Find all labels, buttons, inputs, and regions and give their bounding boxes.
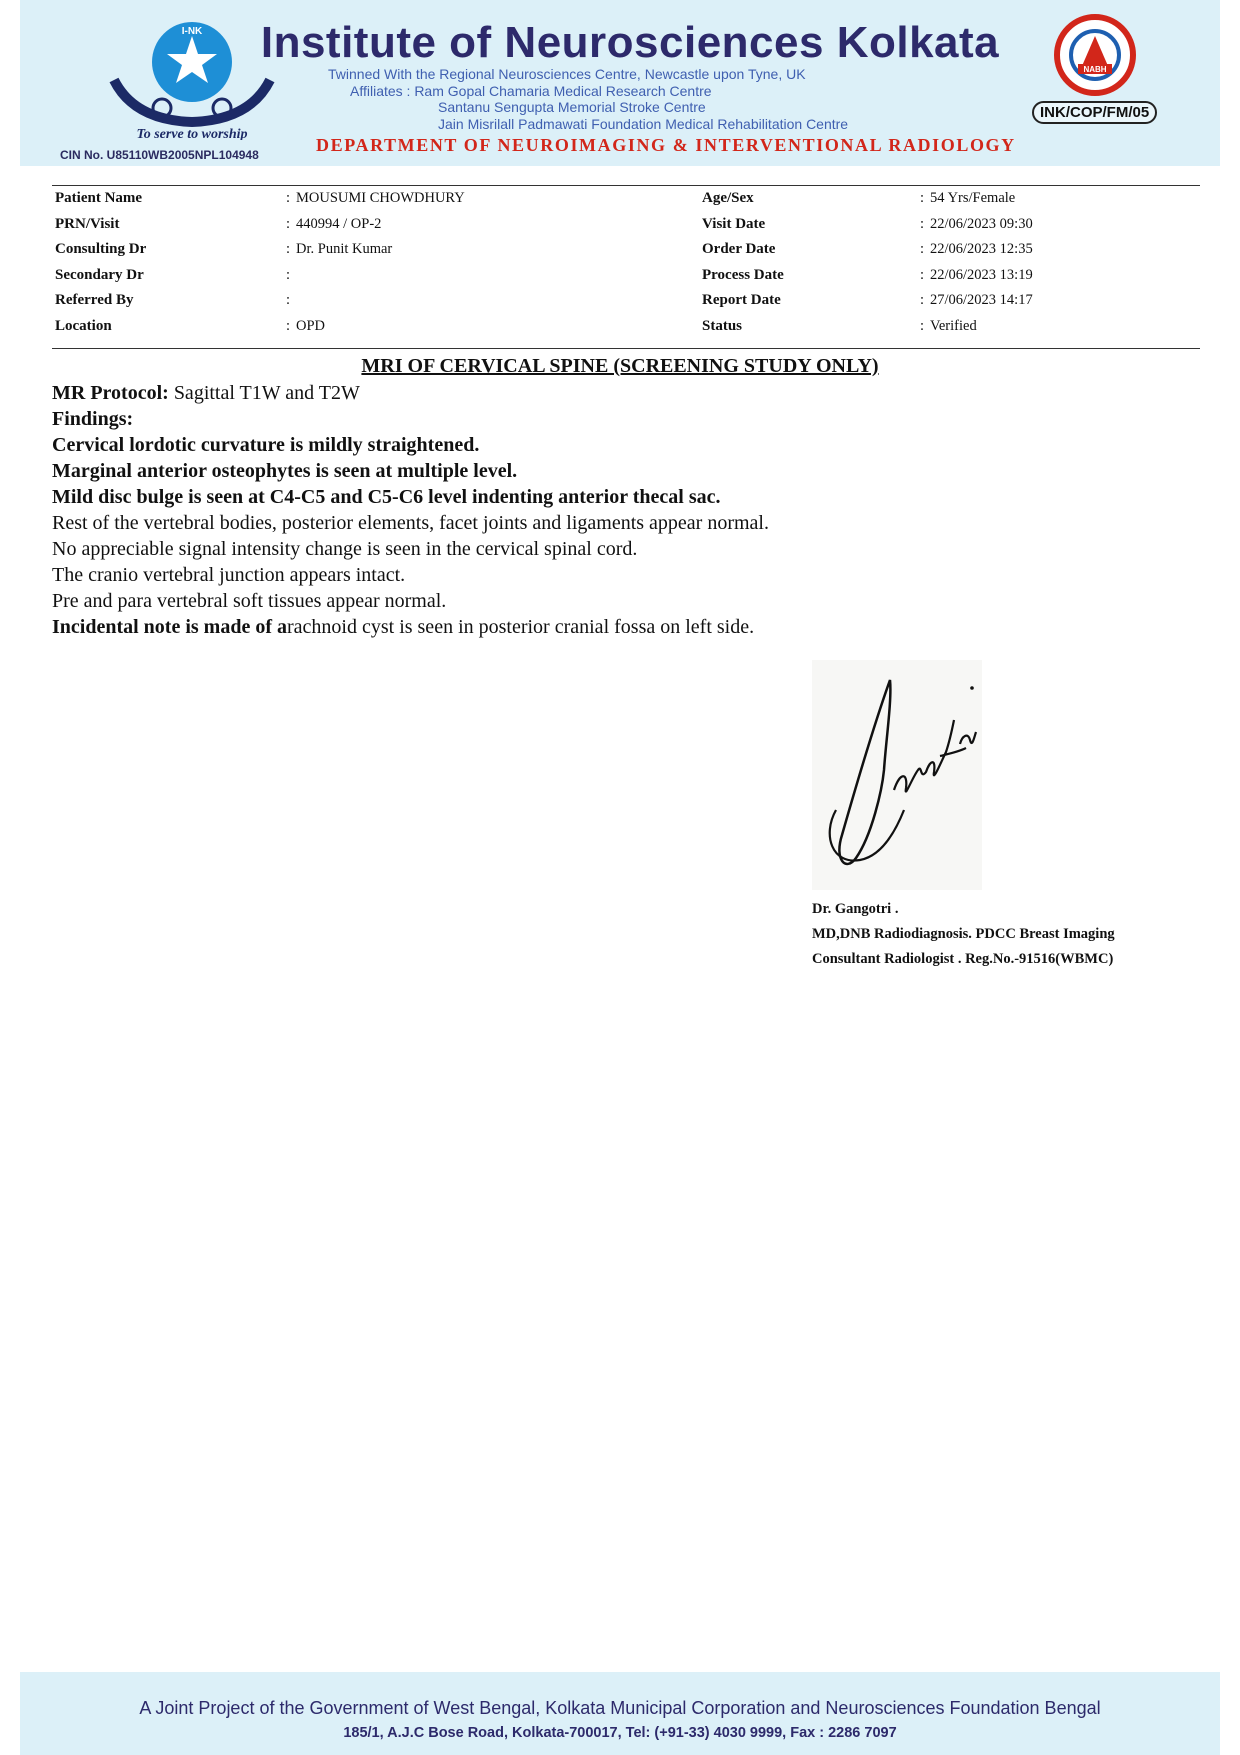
label-order-date: Order Date — [702, 241, 776, 257]
footer-address: 185/1, A.J.C Bose Road, Kolkata-700017, Tel: (+91-33) 4030 9999, Fax : 2286 7097 — [343, 1725, 897, 1741]
handwritten-signature — [812, 660, 982, 890]
value-location: OPD — [296, 317, 326, 334]
nabh-seal-icon — [1042, 14, 1148, 96]
incidental-text: rachnoid cyst is seen in posterior cranial fossa on left side. — [287, 616, 755, 638]
label-secondary-dr: Secondary Dr — [55, 266, 144, 283]
label-process-date: Process Date — [702, 266, 784, 283]
value-order-date: 22/06/2023 12:35 — [930, 241, 1033, 257]
info-row — [52, 190, 1200, 216]
footer-joint-project: A Joint Project of the Government of West Bengal, Kolkata Municipal Corporation and Neurosciences Foundation Bengal — [139, 1698, 1101, 1718]
colon: : — [286, 241, 291, 257]
colon: : — [920, 215, 925, 232]
label-prn-visit: PRN/Visit — [55, 215, 120, 232]
affiliate-line-2: Santanu Sengupta Memorial Stroke Centre — [438, 99, 706, 115]
value-consulting-dr: Dr. Punit Kumar — [296, 241, 393, 257]
colon: : — [286, 215, 291, 232]
cin-number: CIN No. U85110WB2005NPL104948 — [60, 148, 259, 162]
bottom-divider — [52, 348, 1200, 349]
finding-7: Pre and para vertebral soft tissues appear normal. — [52, 590, 447, 612]
ink-logo-motto: To serve to worship — [136, 127, 248, 140]
letterhead — [20, 0, 1220, 166]
finding-4: Rest of the vertebral bodies, posterior elements, facet joints and ligaments appear normal. — [52, 512, 769, 534]
finding-5: No appreciable signal intensity change is seen in the cervical spinal cord. — [52, 538, 638, 560]
incidental-line — [52, 614, 1192, 640]
colon: : — [920, 292, 925, 308]
department-name: DEPARTMENT OF NEUROIMAGING & INTERVENTIONAL RADIOLOGY — [316, 135, 1016, 155]
incidental-label: Incidental note is made of a — [52, 616, 287, 638]
finding-2: Marginal anterior osteophytes is seen at multiple level. — [52, 460, 518, 482]
value-patient-name: MOUSUMI CHOWDHURY — [296, 190, 465, 206]
ink-logo-label: I-NK — [181, 26, 203, 37]
label-report-date: Report Date — [702, 292, 781, 308]
signatory-block — [812, 897, 1115, 972]
info-row — [52, 318, 1200, 344]
label-referred-by: Referred By — [55, 292, 134, 308]
colon: : — [920, 190, 925, 206]
colon: : — [286, 190, 291, 206]
footer — [20, 1672, 1220, 1755]
institute-title: Institute of Neurosciences Kolkata — [260, 18, 1000, 67]
affiliations — [328, 66, 848, 132]
signatory-qualification: MD,DNB Radiodiagnosis. PDCC Breast Imaging — [812, 926, 1115, 942]
value-visit-date: 22/06/2023 09:30 — [930, 215, 1033, 232]
colon: : — [286, 292, 291, 308]
signatory-name: Dr. Gangotri . — [812, 901, 899, 917]
label-location: Location — [55, 317, 112, 334]
label-visit-date: Visit Date — [702, 215, 766, 232]
nabh-label: NABH — [1083, 65, 1107, 74]
finding-6: The cranio vertebral junction appears intact. — [52, 564, 406, 586]
colon: : — [286, 266, 291, 283]
label-status: Status — [702, 317, 743, 334]
colon: : — [920, 266, 925, 283]
info-row — [52, 292, 1200, 318]
signatory-designation: Consultant Radiologist . Reg.No.-91516(WBMC) — [812, 951, 1114, 967]
value-age-sex: 54 Yrs/Female — [930, 190, 1016, 206]
findings-label: Findings: — [52, 408, 134, 430]
twinned-line: Twinned With the Regional Neurosciences Centre, Newcastle upon Tyne, UK — [328, 66, 806, 82]
affiliates-line: Affiliates : Ram Gopal Chamaria Medical Research Centre — [350, 82, 712, 99]
top-divider — [52, 185, 1200, 186]
finding-3: Mild disc bulge is seen at C4-C5 and C5-C6 level indenting anterior thecal sac. — [52, 486, 721, 508]
value-process-date: 22/06/2023 13:19 — [930, 266, 1033, 283]
info-row — [52, 241, 1200, 267]
colon: : — [920, 241, 925, 257]
info-row — [52, 216, 1200, 242]
finding-1: Cervical lordotic curvature is mildly straightened. — [52, 434, 480, 456]
value-status: Verified — [930, 317, 977, 334]
label-patient-name: Patient Name — [55, 190, 143, 206]
info-row — [52, 267, 1200, 293]
protocol-line — [52, 380, 1192, 406]
document-code-badge: INK/COP/FM/05 — [1032, 101, 1157, 124]
colon: : — [286, 317, 291, 334]
report-body — [52, 380, 1192, 640]
report-title: MRI OF CERVICAL SPINE (SCREENING STUDY ONLY) — [361, 355, 879, 377]
protocol-label: MR Protocol: — [52, 382, 169, 404]
affiliate-line-3: Jain Misrilall Padmawati Foundation Medical Rehabilitation Centre — [438, 115, 849, 132]
value-prn-visit: 440994 / OP-2 — [296, 215, 382, 232]
colon: : — [920, 317, 925, 334]
protocol-value: Sagittal T1W and T2W — [168, 382, 360, 404]
label-consulting-dr: Consulting Dr — [55, 241, 147, 257]
label-age-sex: Age/Sex — [702, 190, 754, 206]
value-report-date: 27/06/2023 14:17 — [930, 292, 1033, 308]
